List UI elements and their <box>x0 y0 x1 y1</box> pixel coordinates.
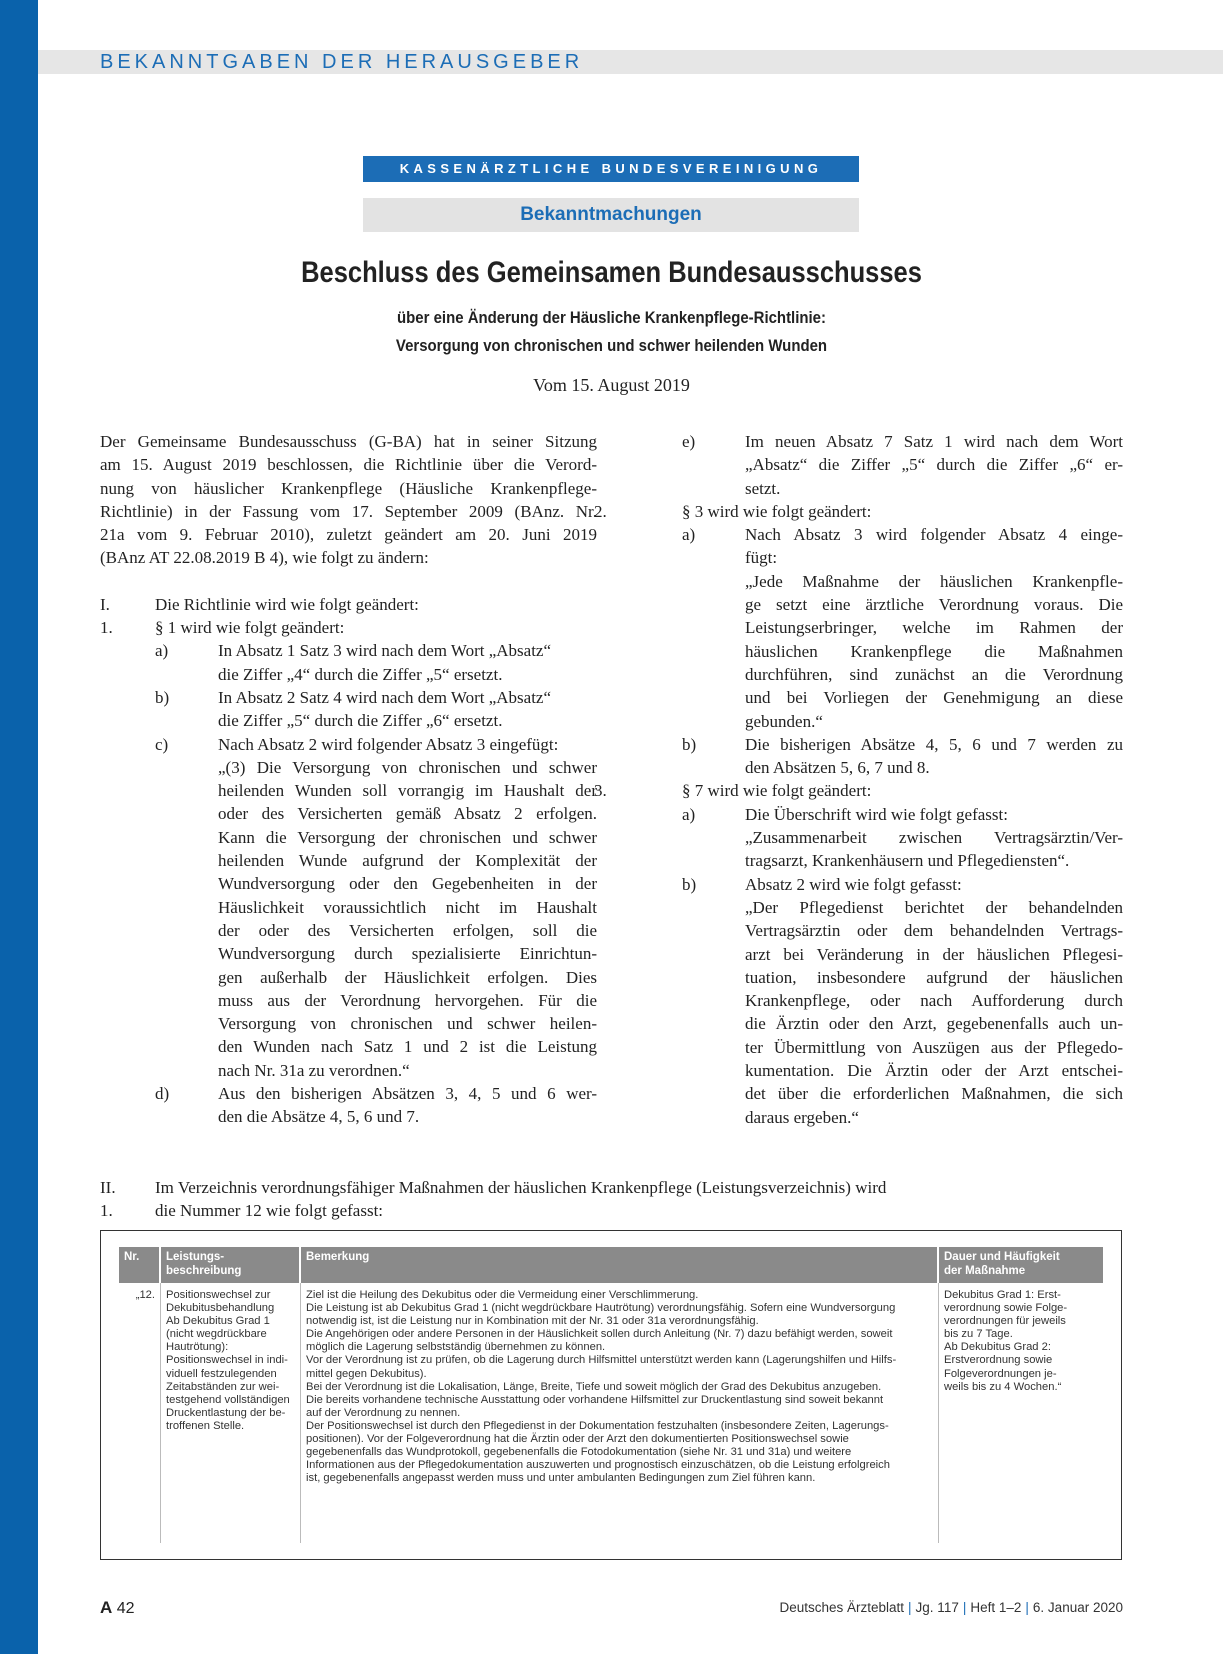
cell-line: Positionswechsel zur <box>166 1289 271 1301</box>
text-line: Nach Absatz 2 wird folgender Absatz 3 eingefügt: <box>218 734 559 754</box>
text-line: Richtlinie) in der Fassung vom 17. September 2009 (BAnz. Nr. <box>100 501 597 521</box>
item-II <box>100 1176 1123 1199</box>
list-marker: 2. <box>594 501 607 521</box>
list-marker: a) <box>682 525 696 545</box>
item-1d <box>100 1082 597 1129</box>
section-header: BEKANNTGABEN DER HERAUSGEBER <box>100 51 584 73</box>
cell-line: bis zu 7 Tage. <box>944 1328 1013 1341</box>
text-line: Absatz 2 wird wie folgt gefasst: <box>745 874 962 894</box>
list-marker: II. <box>100 1178 116 1197</box>
list-marker: 3. <box>594 781 607 801</box>
text-line: die Nummer 12 wie folgt gefasst: <box>155 1201 384 1221</box>
text-line: und bei Vorliegen der Genehmigung an diese <box>745 688 1123 708</box>
text-line: Wundversorgung durch spezialisierte Einrichtun- <box>218 944 597 964</box>
text-line: die Ziffer „5“ durch die Ziffer „6“ ersetzt. <box>218 711 503 731</box>
cell-line: (nicht wegdrückbare <box>166 1328 267 1341</box>
right-column <box>594 430 1123 1129</box>
cell-line: Ab Dekubitus Grad 1 <box>166 1315 270 1328</box>
text-line: Die Richtlinie wird wie folgt geändert: <box>155 594 419 614</box>
cell-line: Bei der Verordnung ist die Lokalisation, Länge, Breite, Tiefe und soweit möglich der Grad des Dekubitus anzugeben. <box>306 1380 882 1393</box>
separator: | <box>1025 1600 1029 1615</box>
cell-line: Dekubitusbehandlung <box>166 1302 275 1315</box>
item-1a <box>100 639 597 686</box>
cell-line: verordnungen für jeweils <box>944 1315 1066 1328</box>
text-line: häuslichen Krankenpflege die Maßnahmen <box>745 641 1123 661</box>
text-line: gen außerhalb der Häuslichkeit erfolgen. Dies <box>218 967 597 987</box>
list-marker: 1. <box>100 618 113 638</box>
cell-line: gegebenenfalls das Wundprotokoll, gegebenenfalls die Fotodokumentation (siehe Nr. 31 und 31a) und weitere <box>306 1446 852 1459</box>
list-marker: c) <box>155 734 169 754</box>
journal-date: 6. Januar 2020 <box>1032 1600 1123 1615</box>
column-header-duration <box>939 1247 1103 1283</box>
text-line: § 3 wird wie folgt geändert: <box>682 501 872 521</box>
cell-line: Erstverordnung sowie <box>944 1354 1053 1367</box>
text-line: daraus ergeben.“ <box>745 1107 859 1127</box>
text-line: gebunden.“ <box>745 711 823 731</box>
cell-line: Vor der Verordnung ist zu prüfen, ob die Lagerung durch Hilfsmittel unterstützt werden kann (Lagerungshilfen und Hilfs- <box>306 1354 897 1367</box>
text-line: tuation, insbesondere aufgrund der häuslichen <box>745 967 1123 987</box>
cell-line: Dekubitus Grad 1: Erst- <box>944 1289 1061 1301</box>
text-line: muss aus der Verordnung hervorgehen. Für die <box>218 990 597 1010</box>
header-line: Dauer und Häufigkeit <box>944 1251 1060 1263</box>
item-2 <box>594 500 1123 523</box>
text-line: heilenden Wunden soll vorrangig im Haushalt der <box>218 781 597 801</box>
text-line: ge setzt eine ärztliche Verordnung voraus. Die <box>745 595 1123 615</box>
cell-line: ist, gegebenenfalls angepasst werden muss und unter ambulanten Bedingungen zum Ziel führen kann. <box>306 1472 816 1485</box>
cell-line: weils bis zu 4 Wochen.“ <box>944 1380 1062 1393</box>
header-line: Leistungs- <box>166 1251 225 1263</box>
cell-line: positionen). Vor der Folgeverordnung hat die Ärztin oder der Arzt den dokumentierten Positionswechsel sowie <box>306 1433 849 1446</box>
list-marker: b) <box>155 687 170 707</box>
text-line: den die Absätze 4, 5, 6 und 7. <box>218 1107 420 1127</box>
cell-line: verordnung sowie Folge- <box>944 1302 1068 1315</box>
separator: | <box>908 1600 912 1615</box>
item-I <box>100 593 597 616</box>
text-line: Im neuen Absatz 7 Satz 1 wird nach dem Wort <box>745 432 1123 451</box>
cell-line: auf der Verordnung zu nennen. <box>306 1406 461 1419</box>
text-line: setzt. <box>745 478 781 498</box>
page-number <box>100 1598 135 1618</box>
column-header-nr: Nr. <box>119 1247 161 1283</box>
cell-line: troffenen Stelle. <box>166 1419 245 1432</box>
text-line: am 15. August 2019 beschlossen, die Richtlinie über die Verord- <box>100 455 597 475</box>
text-line: „Jede Maßnahme der häuslichen Krankenpfle- <box>745 571 1123 591</box>
text-line: „(3) Die Versorgung von chronischen und schwer <box>218 757 597 777</box>
cell-line: Die Angehörigen oder andere Personen in der Häuslichkeit sollen durch Anleitung (Nr. 7) dazu befähigt werden, soweit <box>306 1328 893 1341</box>
list-marker: d) <box>155 1084 170 1104</box>
cell-line: Der Positionswechsel ist durch den Pflegedienst in der Dokumentation festzuhalten (insbesondere Zeiten, Lagerungs- <box>306 1419 889 1432</box>
text-line: oder des Versicherten gemäß Absatz 2 erfolgen. <box>218 804 597 824</box>
list-marker: b) <box>682 874 697 894</box>
text-line: Aus den bisherigen Absätzen 3, 4, 5 und 6 wer- <box>218 1084 597 1104</box>
text-line: ter Übermittlung von Auszügen aus der Pflegedo- <box>745 1037 1123 1057</box>
item-2b <box>627 733 1123 780</box>
category-banner: Bekanntmachungen <box>363 198 859 232</box>
table-header-row <box>119 1247 1103 1283</box>
cell-description <box>161 1283 301 1543</box>
article-date: Vom 15. August 2019 <box>533 375 690 395</box>
text-line: die Ziffer „4“ durch die Ziffer „5“ ersetzt. <box>218 664 503 684</box>
item-1e <box>627 430 1123 500</box>
section-two <box>100 1176 1123 1223</box>
item-II-1 <box>100 1199 1123 1222</box>
list-marker: a) <box>682 804 696 824</box>
text-line: Die Überschrift wird wie folgt gefasst: <box>745 804 1008 824</box>
item-3 <box>594 779 1123 802</box>
item-1 <box>100 616 597 639</box>
cell-line: Positionswechsel in indi- <box>166 1354 288 1367</box>
cell-line: Die Leistung ist ab Dekubitus Grad 1 (nicht wegdrückbare Hautrötung) verordnungsfähig. Sofern eine Wundversorgung <box>306 1302 896 1315</box>
text-line: den Absätzen 5, 6, 7 und 8. <box>745 758 930 778</box>
article-subtitle-2: Versorgung von chronischen und schwer heilenden Wunden <box>395 336 828 355</box>
header-line: beschreibung <box>166 1265 242 1277</box>
left-color-bar <box>0 0 38 1654</box>
cell-line: Informationen aus der Pflegedokumentation auszuwerten und prognostisch einzuschätzen, ob die Leistung erfolgreich <box>306 1459 890 1472</box>
journal-info <box>779 1600 1123 1615</box>
organization-banner: KASSENÄRZTLICHE BUNDESVEREINIGUNG <box>363 156 859 182</box>
text-line: Wundversorgung oder den Gegebenheiten in der <box>218 874 597 894</box>
text-line: nung von häuslicher Krankenpflege (Häusliche Krankenpflege- <box>100 478 597 498</box>
text-line: Vertragsärztin oder dem behandelnden Vertrags- <box>745 921 1123 941</box>
table-row <box>119 1283 1103 1543</box>
cell-remark <box>301 1283 939 1543</box>
text-line: Die bisherigen Absätze 4, 5, 6 und 7 werden zu <box>745 734 1123 754</box>
text-line: 21a vom 9. Februar 2010), zuletzt geändert am 20. Juni 2019 <box>100 525 597 545</box>
cell-line: möglich die Lagerung selbstständig übernehmen zu können. <box>306 1341 606 1354</box>
cell-line: Ziel ist die Heilung des Dekubitus oder die Vermeidung einer Verschlimmerung. <box>306 1289 699 1301</box>
text-line: § 7 wird wie folgt geändert: <box>682 781 872 801</box>
cell-line: Ab Dekubitus Grad 2: <box>944 1341 1051 1354</box>
article-title: Beschluss des Gemeinsamen Bundesausschusses <box>301 256 922 289</box>
cell-nr: „12. <box>119 1283 161 1543</box>
cell-line: viduell festzulegenden <box>166 1367 277 1380</box>
cell-line: notwendig ist, ist die Leistung nur in Kombination mit der Nr. 31 oder 31a verordnungsfähig. <box>306 1315 759 1328</box>
text-line: Im Verzeichnis verordnungsfähiger Maßnahmen der häuslichen Krankenpflege (Leistungsverzeichnis) wird <box>155 1178 887 1197</box>
cell-line: mittel gegen Dekubitus). <box>306 1367 427 1380</box>
text-line: heilenden Wunde aufgrund der Komplexität der <box>218 851 597 871</box>
text-line: § 1 wird wie folgt geändert: <box>155 618 345 638</box>
list-marker: I. <box>100 594 110 614</box>
header-line: der Maßnahme <box>944 1265 1026 1277</box>
text-line: Krankenpflege, oder nach Aufforderung durch <box>745 991 1123 1011</box>
text-line: (BAnz AT 22.08.2019 B 4), wie folgt zu ändern: <box>100 548 429 568</box>
journal-volume: Jg. 117 <box>915 1600 959 1615</box>
item-3a <box>627 803 1123 873</box>
cell-line: Zeitabständen zur wei- <box>166 1380 280 1393</box>
journal-issue: Heft 1–2 <box>970 1600 1022 1615</box>
page-prefix: A <box>100 1598 113 1617</box>
cell-line: Hautrötung): <box>166 1341 229 1354</box>
text-line: Der Gemeinsame Bundesausschuss (G-BA) hat in seiner Sitzung <box>100 432 597 451</box>
cell-line: Druckentlastung der be- <box>166 1406 286 1419</box>
text-line: det über die erforderlichen Maßnahmen, die sich <box>745 1084 1123 1104</box>
list-marker: 1. <box>100 1201 113 1221</box>
page-number-value: 42 <box>116 1600 135 1617</box>
item-1b <box>100 686 597 733</box>
text-line: „Zusammenarbeit zwischen Vertragsärztin/Ver- <box>745 828 1123 848</box>
column-header-remark: Bemerkung <box>301 1247 939 1283</box>
intro-paragraph <box>100 430 597 570</box>
text-line: tragsarzt, Krankenhäusern und Pflegediensten“. <box>745 851 1070 871</box>
text-line: „Absatz“ die Ziffer „5“ durch die Ziffer „6“ er- <box>745 455 1123 475</box>
text-line: In Absatz 2 Satz 4 wird nach dem Wort „Absatz“ <box>218 687 552 707</box>
text-line: den Wunden nach Satz 1 und 2 ist die Leistung <box>218 1037 597 1057</box>
separator: | <box>962 1600 967 1615</box>
text-line: fügt: <box>745 548 778 568</box>
text-line: In Absatz 1 Satz 3 wird nach dem Wort „Absatz“ <box>218 641 552 661</box>
item-2a <box>627 523 1123 733</box>
text-line: „Der Pflegedienst berichtet der behandelnden <box>745 897 1123 917</box>
cell-line: testgehend vollständigen <box>166 1393 290 1406</box>
text-line: durchführen, sind zunächst an die Verordnung <box>745 664 1123 684</box>
text-line: der oder des Versicherten erfolgen, soll die <box>218 920 597 940</box>
text-line: nach Nr. 31a zu verordnen.“ <box>218 1060 410 1080</box>
text-line: arzt bei Veränderung in der häuslichen Pflegesi- <box>745 944 1123 964</box>
text-line: Leistungserbringer, welche im Rahmen der <box>745 618 1123 638</box>
text-line: Häuslichkeit voraussichtlich nicht im Haushalt <box>218 897 597 917</box>
list-marker: e) <box>682 432 696 451</box>
column-header-description <box>161 1247 301 1283</box>
text-line: die Ärztin oder den Arzt, gegebenenfalls auch un- <box>745 1014 1123 1034</box>
cell-line: Die bereits vorhandene technische Ausstattung oder vorhandene Hilfsmittel zur Druckentlastung sind soweit bekannt <box>306 1393 884 1406</box>
cell-duration <box>939 1283 1103 1543</box>
item-1c <box>100 733 597 1082</box>
list-marker: b) <box>682 734 697 754</box>
left-column <box>100 430 597 1129</box>
services-table <box>119 1247 1103 1543</box>
journal-name: Deutsches Ärzteblatt <box>779 1600 905 1615</box>
text-line: kumentation. Die Ärztin oder der Arzt entschei- <box>745 1061 1123 1081</box>
item-3b <box>627 873 1123 1129</box>
article-subtitle-1: über eine Änderung der Häusliche Krankenpflege-Richtlinie: <box>397 308 826 327</box>
list-marker: a) <box>155 641 169 661</box>
text-line: Versorgung von chronischen und schwer heilen- <box>218 1014 597 1034</box>
text-line: Nach Absatz 3 wird folgender Absatz 4 einge- <box>745 525 1123 545</box>
cell-line: Folgeverordnungen je- <box>944 1367 1057 1380</box>
text-line: Kann die Versorgung der chronischen und schwer <box>218 827 597 847</box>
